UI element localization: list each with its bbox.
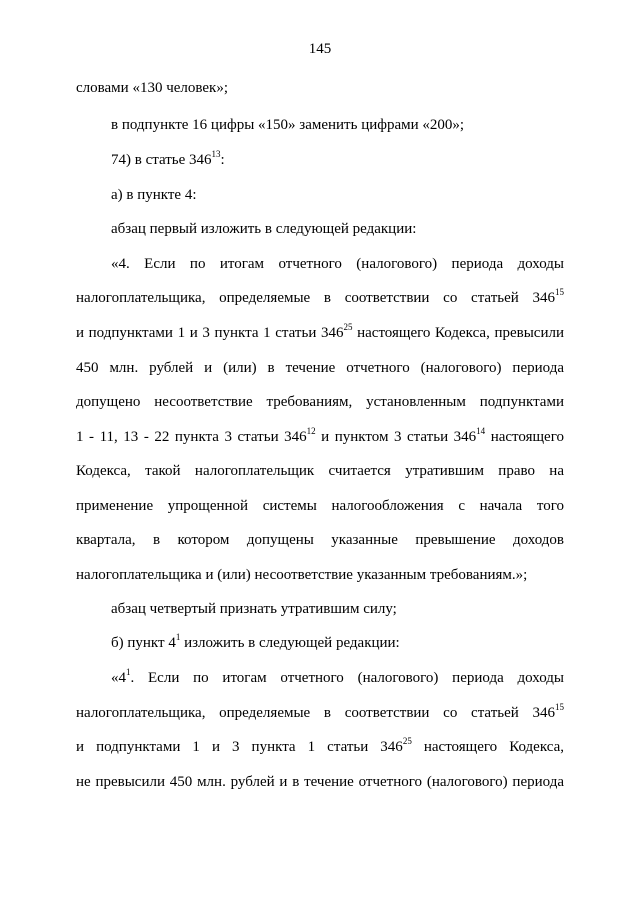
text-line-13: применение упрощенной системы налогообложения с начала того <box>76 498 564 514</box>
text-line-3: 74) в статье $346^{13}$: <box>111 149 225 168</box>
text-line-19: налогоплательщика, определяемые в соответствии со статьей $346^{15}$ <box>76 702 564 721</box>
text-line-15: налогоплательщика и (или) несоответствие указанным требованиям.»; <box>76 567 528 583</box>
text-line-6: «4. Если по итогам отчетного (налогового) периода доходы <box>111 256 564 272</box>
text-line-1: словами «130 человек»; <box>76 80 228 96</box>
text-line-4: а) в пункте 4: <box>111 187 197 203</box>
superscript: 15 <box>555 287 564 297</box>
text-line-2: в подпункте 16 цифры «150» заменить цифрами «200»; <box>111 117 465 133</box>
superscript: 14 <box>476 426 486 436</box>
page-number: 145 <box>308 41 332 57</box>
superscript: 12 <box>306 426 316 436</box>
text-line-12: Кодекса, такой налогоплательщик считается утратившим право на <box>76 463 564 479</box>
text-line-5: абзац первый изложить в следующей редакции: <box>111 221 417 237</box>
superscript: 25 <box>343 322 353 332</box>
text-line-20: и подпунктами 1 и 3 пункта 1 статьи $346^{25}$ настоящего Кодекса, <box>76 736 564 755</box>
text-line-10: допущено несоответствие требованиям, установленным подпунктами <box>76 394 564 410</box>
text-line-14: квартала, в котором допущены указанные превышение доходов <box>76 532 564 548</box>
superscript: 1 <box>175 632 181 642</box>
text-line-21: не превысили 450 млн. рублей и в течение отчетного (налогового) периода <box>76 774 564 790</box>
text-line-18: «$4^1$. Если по итогам отчетного (налогового) периода доходы <box>111 667 564 686</box>
text-line-8: и подпунктами 1 и 3 пункта 1 статьи $346^{25}$ настоящего Кодекса, превысили <box>76 322 564 341</box>
text-line-16: абзац четвертый признать утратившим силу; <box>111 601 397 617</box>
text-line-9: 450 млн. рублей и (или) в течение отчетного (налогового) периода <box>76 360 564 376</box>
superscript: 13 <box>211 149 221 159</box>
text-line-11: 1 - 11, 13 - 22 пункта 3 статьи $346^{12}$ и пунктом 3 статьи $346^{14}$ настоящего <box>76 426 564 445</box>
superscript: 25 <box>402 736 412 746</box>
text-line-17: б) пункт $4^1$ изложить в следующей редакции: <box>111 632 400 651</box>
superscript: 15 <box>555 702 564 712</box>
superscript: 1 <box>126 667 131 677</box>
text-line-7: налогоплательщика, определяемые в соответствии со статьей $346^{15}$ <box>76 287 564 306</box>
